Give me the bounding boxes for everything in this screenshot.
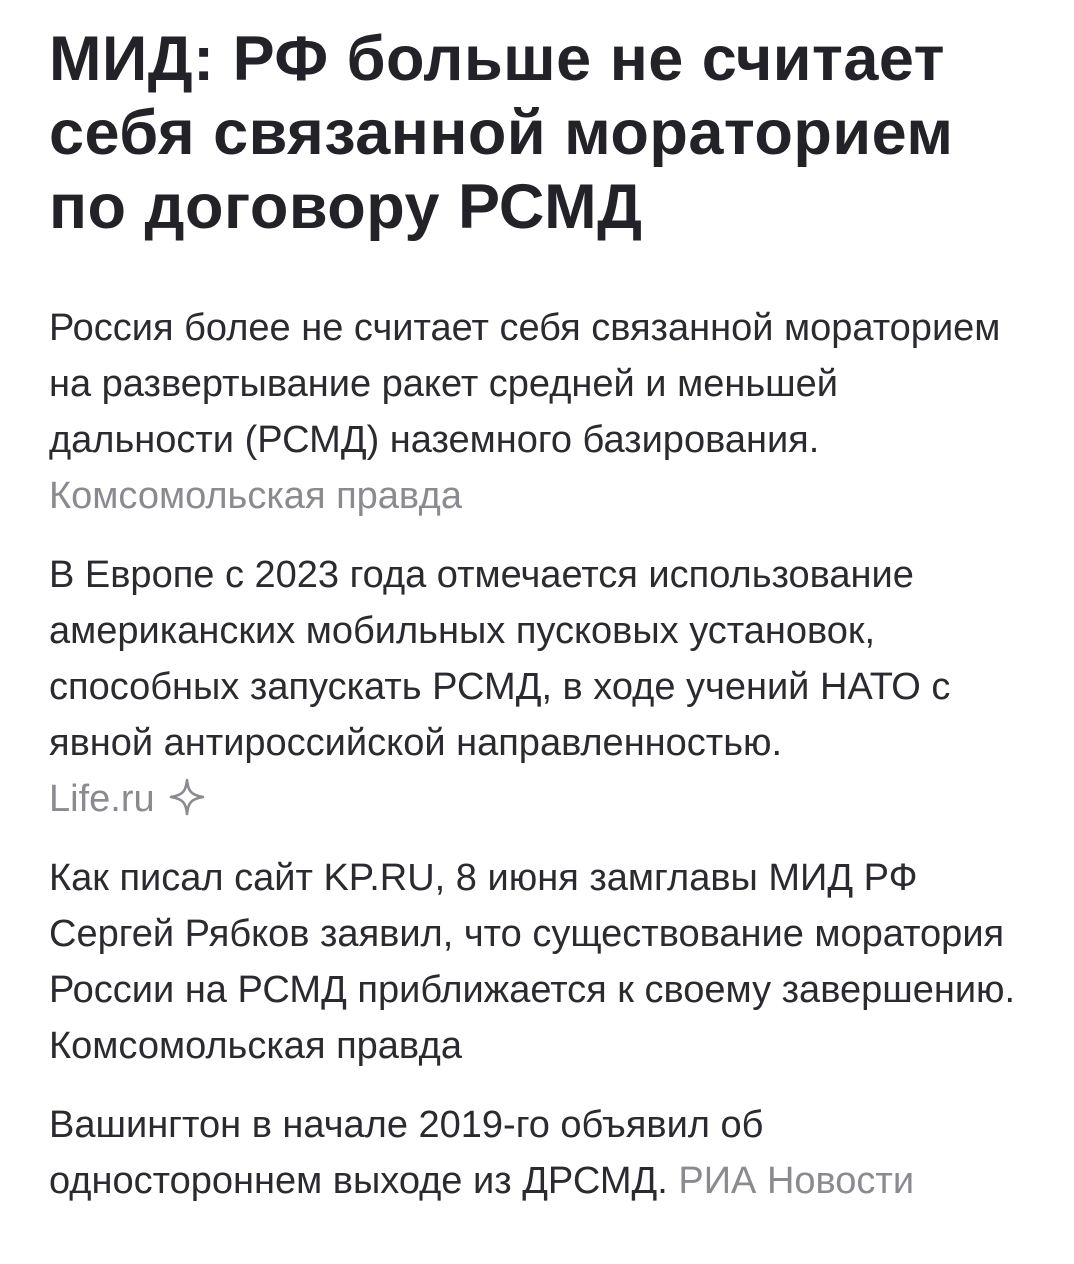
paragraph-text: В Европе с 2023 года отмечается использование американских мобильных пусковых установок, способных запускать РСМД, в ходе учений НАТО с явной антироссийской направленностью. — [49, 554, 951, 764]
source-link[interactable]: РИА Новости — [678, 1160, 915, 1202]
paragraph-text: Россия более не считает себя связанной мораторием на развертывание ракет средней и меньшей дальности (РСМД) наземного базирования. — [49, 307, 1001, 461]
source-link[interactable]: Комсомольская правда — [49, 475, 462, 517]
article-headline: МИД: РФ больше не считает себя связанной мораторием по договору РСМД — [49, 24, 954, 242]
article-paragraph — [49, 1097, 1028, 1209]
article-paragraph — [49, 547, 1028, 827]
sparkle-icon — [167, 777, 207, 817]
paragraph-text: Вашингтон в начале 2019-го объявил об одностороннем выходе из ДРСМД. — [49, 1104, 764, 1202]
paragraph-text: Как писал сайт KP.RU, 8 июня замглавы МИД РФ Сергей Рябков заявил, что существование моратория России на РСМД приближается к своему завершению. — [49, 857, 1016, 1011]
article-paragraph — [49, 300, 1028, 524]
source-link[interactable]: Life.ru — [49, 778, 155, 820]
source-link[interactable]: Комсомольская правда — [49, 1025, 462, 1067]
article-paragraph — [49, 850, 1028, 1074]
